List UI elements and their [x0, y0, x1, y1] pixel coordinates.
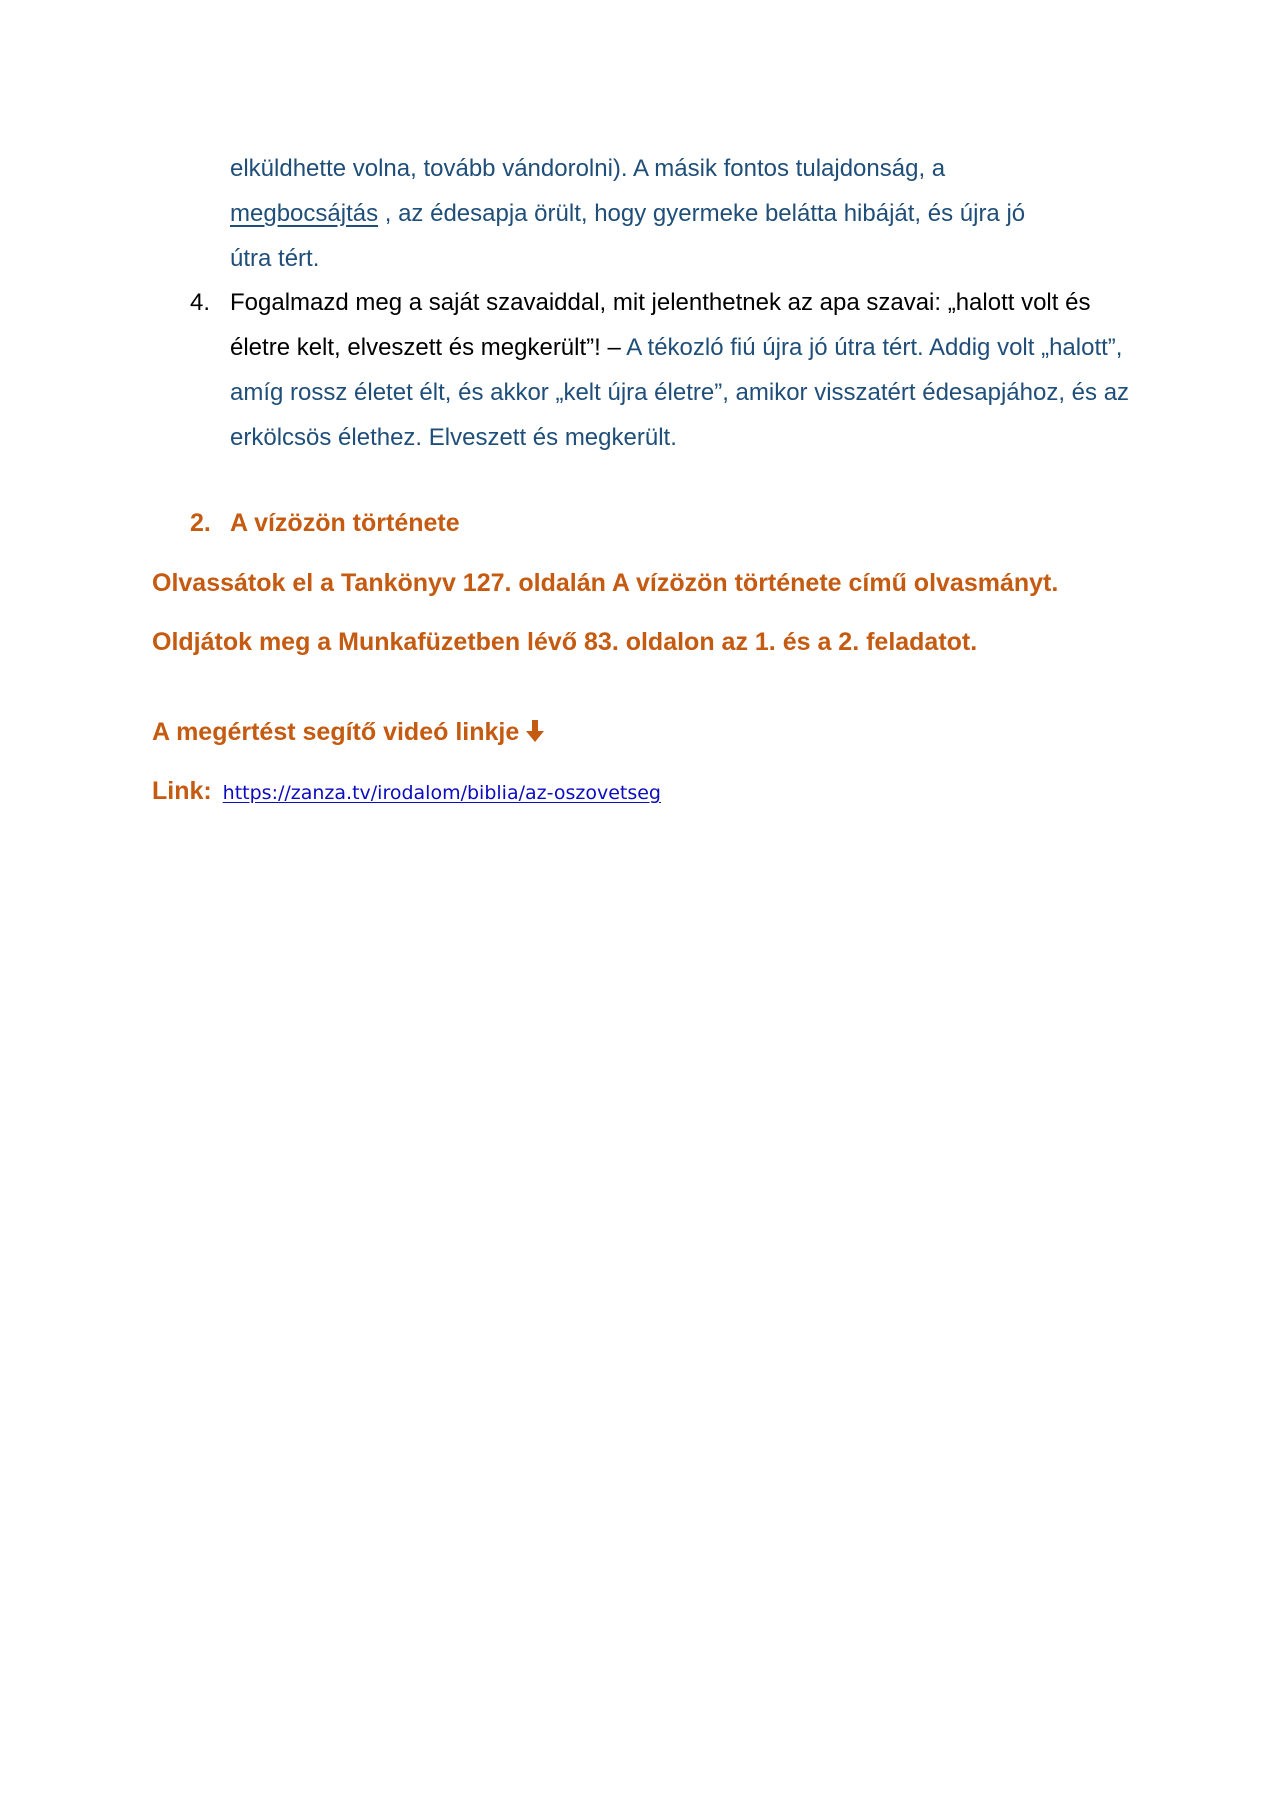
- list-item-4: [190, 280, 1130, 460]
- continuation-line-1: elküldhette volna, tovább vándorolni). A másik fontos tulajdonság, a: [230, 155, 946, 182]
- underlined-word: megbocsájtás: [230, 200, 379, 227]
- instruction-workbook: Oldjátok meg a Munkafüzetben lévő 83. oldalon az 1. és a 2. feladatot.: [152, 628, 978, 656]
- continuation-line-2-rest: , az édesapja örült, hogy gyermeke belátta hibáját, és újra jó: [378, 200, 1026, 227]
- instruction-read: Olvassátok el a Tankönyv 127. oldalán A vízözön története című olvasmányt.: [152, 569, 1059, 597]
- link-label: Link:: [152, 777, 212, 805]
- arrow-down-icon: [525, 715, 545, 755]
- answer-text: A tékozló fiú újra jó útra tért. Addig volt „halott”, amíg rossz életet élt, és akkor „kelt újra életre”, amikor visszatért édesapjához, és az erkölcsös élethez. Elveszett és megkerült.: [230, 334, 1130, 451]
- list-item-number: 4.: [190, 289, 211, 316]
- question-text: Fogalmazd meg a saját szavaiddal, mit jelenthetnek az apa szavai: „halott volt és életre kelt, elveszett és megkerült”! –: [230, 289, 1091, 361]
- previous-answer-continuation: [230, 146, 1130, 281]
- continuation-line-2: [230, 191, 1130, 236]
- link-line: [152, 771, 661, 813]
- list-item-body: [230, 280, 1130, 460]
- section-heading: [190, 503, 460, 543]
- video-heading: [152, 712, 545, 755]
- section-title: A vízözön története: [230, 509, 460, 537]
- video-heading-text: A megértést segítő videó linkje: [152, 718, 520, 746]
- continuation-line-3: útra tért.: [230, 245, 320, 272]
- section-number: 2.: [190, 509, 211, 537]
- video-link[interactable]: https://zanza.tv/irodalom/biblia/az-oszovetseg: [222, 782, 661, 804]
